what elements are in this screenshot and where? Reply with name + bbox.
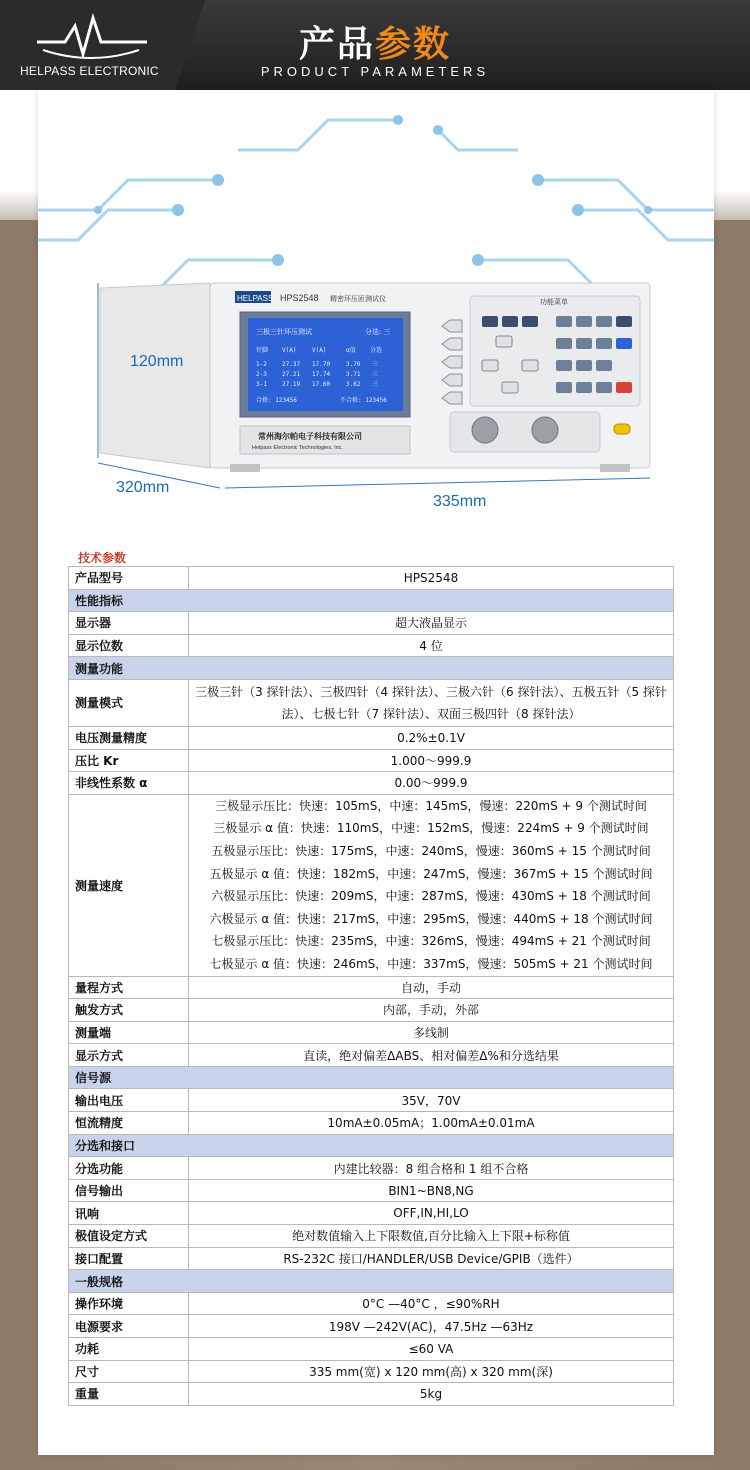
table-row bbox=[69, 1338, 674, 1361]
product-brand-logo: HELPASS bbox=[237, 294, 274, 303]
spec-label: 电源要求 bbox=[69, 1315, 189, 1338]
spec-value: HPS2548 bbox=[189, 567, 674, 590]
spec-value-line: 六极显示 α 值：快速：217mS，中速：295mS，慢速：440mS + 18 个测试时间 bbox=[209, 911, 653, 926]
spec-value: 10mA±0.05mA；1.00mA±0.01mA bbox=[189, 1112, 674, 1135]
title-part-1: 产品 bbox=[298, 24, 375, 65]
spec-value: 三极三针（3 探针法）、三极四针（4 探针法）、三极六针（6 探针法）、五极五针（5 探针法）、七极七针（7 探针法）、双面三极四针（8 探针法） bbox=[189, 679, 674, 726]
page-title bbox=[0, 16, 750, 67]
screen-cell: 1-2 bbox=[256, 361, 267, 368]
spec-value: 0°C —40°C ，≤90%RH bbox=[189, 1292, 674, 1315]
spec-value-line: 七极显示 α 值：快速：246mS，中速：337mS，慢速：505mS + 21 个测试时间 bbox=[209, 956, 653, 971]
spec-value: 直读，绝对偏差ΔABS、相对偏差Δ%和分选结果 bbox=[189, 1044, 674, 1067]
section-header: 分选和接口 bbox=[69, 1134, 674, 1157]
section-row bbox=[69, 1134, 674, 1157]
spec-label: 非线性系数 α bbox=[69, 772, 189, 795]
spec-label: 讯响 bbox=[69, 1202, 189, 1225]
dim-width: 335mm bbox=[433, 493, 487, 510]
screen-cell: 3-1 bbox=[256, 381, 267, 388]
spec-label: 量程方式 bbox=[69, 976, 189, 999]
spec-value: 自动，手动 bbox=[189, 976, 674, 999]
table-row bbox=[69, 567, 674, 590]
screen-fail: 不合格: 123456 bbox=[340, 397, 387, 404]
section-title: 技术参数 bbox=[78, 551, 127, 565]
spec-value-line: 五极显示压比：快速：175mS，中速：240mS，慢速：360mS + 15 个测试时间 bbox=[211, 843, 651, 858]
screen-cell: 2-3 bbox=[256, 371, 267, 378]
spec-label: 产品型号 bbox=[69, 567, 189, 590]
screen-col-2: V(A) bbox=[312, 347, 327, 354]
spec-value: 335 mm(宽) x 120 mm(高) x 320 mm(深) bbox=[189, 1360, 674, 1383]
spec-value: 绝对数值输入上下限数值,百分比输入上下限+标称值 bbox=[189, 1225, 674, 1248]
screen-cell: 27.37 bbox=[282, 361, 301, 368]
spec-value: 多线制 bbox=[189, 1021, 674, 1044]
spec-value-line: 六极显示压比：快速：209mS，中速：287mS，慢速：430mS + 18 个测试时间 bbox=[211, 889, 651, 904]
table-row bbox=[69, 1383, 674, 1406]
screen-col-1: V(A) bbox=[282, 347, 297, 354]
table-row bbox=[69, 1247, 674, 1270]
product-company-cn: 常州海尔帕电子科技有限公司 bbox=[258, 432, 362, 441]
title-part-2: 参数 bbox=[375, 24, 452, 65]
spec-table bbox=[68, 566, 674, 1406]
spec-value: OFF,IN,HI,LO bbox=[189, 1202, 674, 1225]
section-row bbox=[69, 1270, 674, 1293]
spec-value: 198V —242V(AC)，47.5Hz —63Hz bbox=[189, 1315, 674, 1338]
section-row bbox=[69, 589, 674, 612]
spec-label: 测量速度 bbox=[69, 794, 189, 976]
screen-col-0: 针脚 bbox=[256, 347, 269, 354]
spec-label: 显示位数 bbox=[69, 634, 189, 657]
spec-value: 35V，70V bbox=[189, 1089, 674, 1112]
table-row bbox=[69, 1157, 674, 1180]
dim-height: 120mm bbox=[130, 353, 184, 370]
table-row bbox=[69, 794, 674, 976]
product-model: HPS2548 bbox=[280, 293, 319, 303]
product-model-name: 精密环压匝测试仪 bbox=[330, 295, 386, 303]
table-row bbox=[69, 1021, 674, 1044]
spec-value: ≤60 VA bbox=[189, 1338, 674, 1361]
section-row bbox=[69, 1066, 674, 1089]
table-row bbox=[69, 634, 674, 657]
screen-cell: 17.70 bbox=[312, 361, 331, 368]
screen-cell: 17.60 bbox=[312, 381, 331, 388]
spec-label: 功耗 bbox=[69, 1338, 189, 1361]
header-bar bbox=[0, 0, 750, 90]
table-row bbox=[69, 1089, 674, 1112]
spec-value-line: 三极显示 α 值：快速：110mS，中速：152mS，慢速：224mS + 9 个测试时间 bbox=[213, 821, 649, 836]
screen-cell: 三 bbox=[372, 371, 379, 378]
spec-value: 内部，手动，外部 bbox=[189, 999, 674, 1022]
table-row bbox=[69, 1315, 674, 1338]
spec-value-list bbox=[189, 794, 674, 976]
spec-label: 显示器 bbox=[69, 612, 189, 635]
spec-label: 触发方式 bbox=[69, 999, 189, 1022]
screen-cell: 17.74 bbox=[312, 371, 331, 378]
section-row bbox=[69, 657, 674, 680]
table-row bbox=[69, 772, 674, 795]
section-header: 测量功能 bbox=[69, 657, 674, 680]
section-header: 信号源 bbox=[69, 1066, 674, 1089]
product-image bbox=[90, 278, 670, 528]
screen-cell: 27.21 bbox=[282, 371, 301, 378]
spec-value: 0.00～999.9 bbox=[189, 772, 674, 795]
spec-label: 压比 Kr bbox=[69, 749, 189, 772]
page-subtitle: PRODUCT PARAMETERS bbox=[260, 64, 490, 79]
spec-value: 4 位 bbox=[189, 634, 674, 657]
spec-label: 尺寸 bbox=[69, 1360, 189, 1383]
screen-col-3: α值 bbox=[346, 347, 356, 354]
table-row bbox=[69, 1292, 674, 1315]
table-row bbox=[69, 679, 674, 726]
screen-cell: 3.71 bbox=[346, 371, 361, 378]
table-row bbox=[69, 726, 674, 749]
table-row bbox=[69, 1112, 674, 1135]
screen-title: 三极三针环压测试 bbox=[256, 328, 312, 336]
spec-label: 恒流精度 bbox=[69, 1112, 189, 1135]
spec-value: 超大液晶显示 bbox=[189, 612, 674, 635]
spec-value: 内建比较器：8 组合格和 1 组不合格 bbox=[189, 1157, 674, 1180]
table-row bbox=[69, 612, 674, 635]
spec-label: 测量模式 bbox=[69, 679, 189, 726]
table-row bbox=[69, 1179, 674, 1202]
spec-value-line: 五极显示 α 值：快速：182mS，中速：247mS，慢速：367mS + 15 个测试时间 bbox=[209, 866, 653, 881]
screen-cell: 三 bbox=[372, 381, 379, 388]
spec-label: 操作环境 bbox=[69, 1292, 189, 1315]
section-header: 性能指标 bbox=[69, 589, 674, 612]
screen-cell: 27.19 bbox=[282, 381, 301, 388]
table-row bbox=[69, 1225, 674, 1248]
spec-label: 重量 bbox=[69, 1383, 189, 1406]
table-row bbox=[69, 1044, 674, 1067]
spec-label: 信号输出 bbox=[69, 1179, 189, 1202]
screen-pass: 合格: 123456 bbox=[256, 397, 297, 404]
spec-value: 5kg bbox=[189, 1383, 674, 1406]
brand-name: HELPASS ELECTRONIC bbox=[20, 64, 159, 78]
circuit-decoration-icon bbox=[38, 90, 714, 290]
spec-value-line: 三极显示压比：快速：105mS，中速：145mS，慢速：220mS + 9 个测试时间 bbox=[215, 798, 647, 813]
table-row bbox=[69, 1360, 674, 1383]
table-row bbox=[69, 976, 674, 999]
spec-label: 测量端 bbox=[69, 1021, 189, 1044]
spec-label: 显示方式 bbox=[69, 1044, 189, 1067]
screen-sort: 分选: 三 bbox=[365, 328, 391, 336]
screen-cell: 3.62 bbox=[346, 381, 361, 388]
spec-label: 输出电压 bbox=[69, 1089, 189, 1112]
spec-label: 接口配置 bbox=[69, 1247, 189, 1270]
spec-label: 极值设定方式 bbox=[69, 1225, 189, 1248]
spec-value: BIN1~BN8,NG bbox=[189, 1179, 674, 1202]
spec-value: RS-232C 接口/HANDLER/USB Device/GPIB（选件） bbox=[189, 1247, 674, 1270]
table-row bbox=[69, 999, 674, 1022]
dim-depth: 320mm bbox=[116, 479, 170, 496]
spec-label: 分选功能 bbox=[69, 1157, 189, 1180]
table-row bbox=[69, 749, 674, 772]
spec-value: 0.2%±0.1V bbox=[189, 726, 674, 749]
screen-cell: 3.70 bbox=[346, 361, 361, 368]
table-row bbox=[69, 1202, 674, 1225]
screen-cell: 三 bbox=[372, 361, 379, 368]
product-menu-label: 功能菜单 bbox=[540, 298, 568, 306]
spec-value-line: 七极显示压比：快速：235mS，中速：326mS，慢速：494mS + 21 个测试时间 bbox=[211, 934, 651, 949]
product-company-en: Helpass Electronic Technologies, Inc. bbox=[252, 445, 344, 451]
spec-label: 电压测量精度 bbox=[69, 726, 189, 749]
section-header: 一般规格 bbox=[69, 1270, 674, 1293]
spec-value: 1.000～999.9 bbox=[189, 749, 674, 772]
screen-col-4: 分选 bbox=[370, 347, 383, 354]
